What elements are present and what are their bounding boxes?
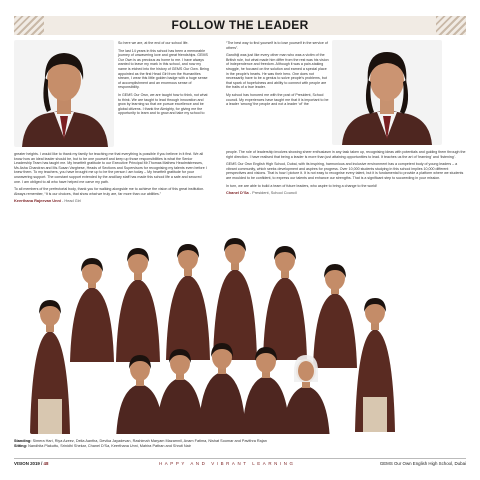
head-girl-portrait	[14, 40, 114, 147]
signature-role: - Head Girl	[60, 198, 81, 204]
head-girl-message-bottom	[14, 152, 208, 204]
caption-sitting	[14, 444, 466, 449]
paragraph: To all members of the prefectorial body, thank you for walking alongside me to achieve the vision of this great institution. Always remember, “It is our choices, that show what we truly are, far more than our abilities.”	[14, 187, 205, 196]
page-number: 48	[43, 461, 49, 466]
head-girl-signature	[14, 199, 208, 204]
signature-name: Keerthana Rajeevan Unni	[14, 198, 61, 204]
paragraph: The last 14 years in this school has been a memorable journey of unwavering love and great friendships. GEMS Our Own is as precious as home to me. I have always wanted to leave my mark in this school, and now my name is etched into the history of GEMS Our Own. Being appointed as the first Head Girl from the Humanities stream, I wear this little golden badge with a huge sense of accomplishment and an enormous sense of responsibility.	[118, 48, 209, 90]
page-title: FOLLOW THE LEADER	[171, 18, 309, 32]
prefect-group-photo	[30, 232, 418, 434]
paragraph: In turn, we are able to build a team of future leaders, who aspire to bring a change to the world!	[226, 183, 378, 188]
paragraph: GEMS Our Own English High School, Dubai, with its inspiring, harmonious and inclusive environment has a competent body of young leaders – a vibrant community, which seeks development and aspires for progress. Over 10,000 students studying in this school implies 10,000 different perspectives and visions. That is how I picture it. It is not easy to recognise every talent, but it is fundamental to provide a platform where we students are moulded to be confident, to express our talents and enhance our strengths. That is a significant step to succeeding in your mission.	[226, 162, 464, 180]
paragraph: My school has honored me with the post of President, School council. My experiences have taught me that it is important to be a leader ‘among’ the people and not a leader ‘of’ the	[226, 92, 329, 107]
footer-publication	[14, 461, 48, 466]
paragraph: people. The role of leadership involves showing sheer enthusiasm in any task taken up, recognising ideas with potentials and guiding them through the right direction. I have realised that being a leader is more than just attaining opportunities to lead. It teaches us the art of ‘learning’ and ‘listening’.	[226, 150, 466, 159]
president-portrait	[332, 40, 442, 145]
paragraph: Gandhiji was just like every other man who was a victim of the British rule, but what made him differ from the rest was his vision of independence and freedom. Although it was a pain-staking struggle, he focused on the solution and earned a special place in the people’s hearts. He was their hero. One does not necessarily have to be a genius to solve people’s problems, but that spark of hopefulness and ability to connect with people are the traits of a true leader.	[226, 53, 329, 90]
head-girl-message-top	[118, 41, 210, 119]
signature-role: - President, School Council	[248, 190, 297, 196]
signature-name: Chanel D’Sa	[226, 190, 249, 196]
footer-school-name: GEMS Our Own English High School, Dubai	[379, 461, 466, 466]
photo-caption	[14, 439, 466, 449]
paragraph: In GEMS Our Own, we are taught how to think, not what to think. We are taught to lead through innovation and grow by learning so that we pursue excellence and be global citizens. I thank the Almighty, for giving me the opportunity to learn and to grow and take my school to	[118, 92, 208, 116]
paragraph: greater heights. I would like to thank my family for teaching me that everything is possible if you believe in it first. We all know how an ideal leader should be, but to be one yourself and keep up those responsibilities is what the Senior Leadership Team has taught me. My heartfelt gratitude to our Executive Principal Mr.Thomas Mathew Headmistresses, Ms Asha Chandran and Ms.Susan Varghese, Heads of Sections and Supervisors for recognising my talents even before I knew them. To my teachers, you have brought me up to be the person I am today – My heartfelt gratitude for your unwavering support. The constant support extended by the ancillary staff has made this school life a safe and secured one. I am obliged to all who have helped me carve my path.	[14, 152, 207, 184]
sitting-names: Nandhita Plakuttu, Srinidhi Shekar, Chanel D’Sa, Keerthana Unni, Mahira Pathan and Shruti Nair	[27, 444, 191, 448]
president-message-top	[226, 41, 330, 110]
title-banner	[14, 16, 466, 35]
footer-left-label: VISION 2019 /	[14, 461, 44, 466]
sitting-label: Sitting:	[14, 444, 28, 448]
president-signature	[226, 191, 466, 196]
standing-names: Simera Hari, Riya Azeez, Delia Aantha, Devika Jayadevan, Rashimah Maryam Mazamnil, Anam Fatima, Nishat Soomar and Pavithra Rajan	[31, 439, 267, 443]
footer-tagline: HAPPY AND VIBRANT LEARNING	[159, 461, 296, 466]
page-footer	[14, 458, 466, 469]
president-message-bottom	[226, 150, 466, 196]
paragraph: “The best way to find yourself is to lose yourself in the service of others”.	[226, 41, 328, 50]
standing-label: Standing:	[14, 439, 32, 443]
paragraph: So here we are, at the end of our school life.	[118, 41, 189, 45]
